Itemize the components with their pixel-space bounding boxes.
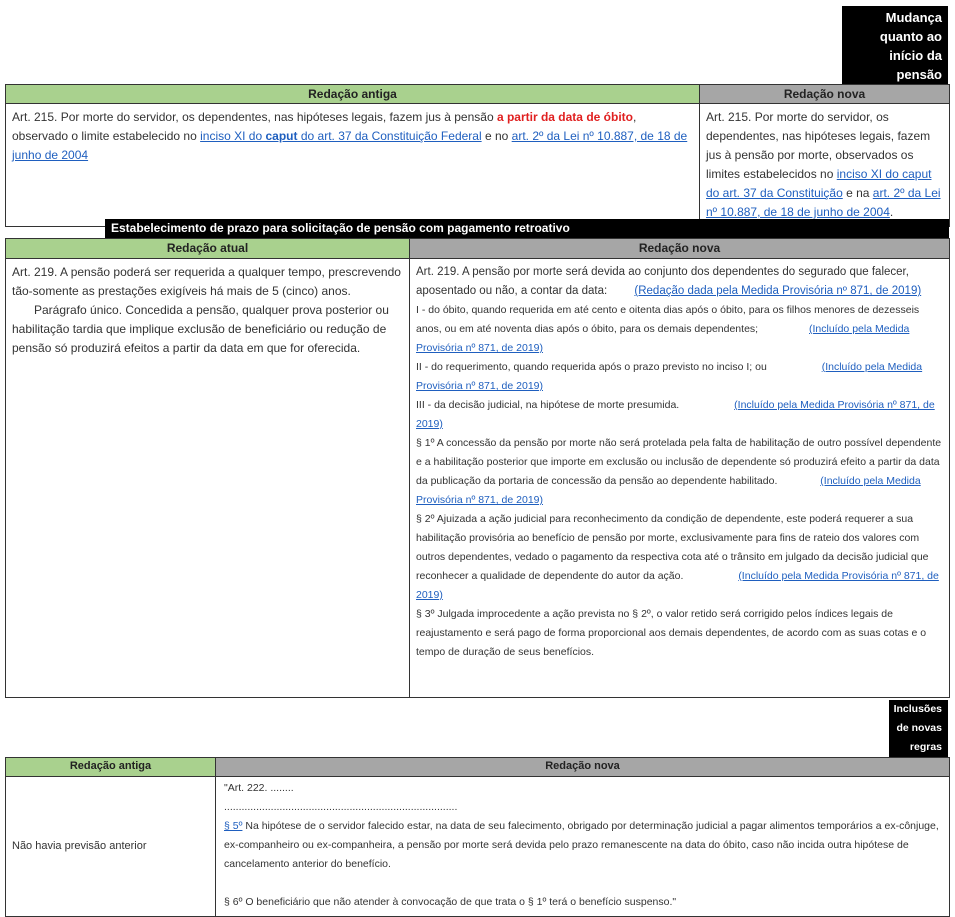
- text: , observado o limite estabelecido no: [12, 110, 637, 143]
- highlight-text: a partir da data de óbito: [496, 110, 633, 124]
- box1-line: início da: [889, 48, 942, 63]
- paragraph: Parágrafo único. Concedida a pensão, qualquer prova posterior ou habilitação tardia que implique exclusão de beneficiário ou redução de pensão só produzirá efeitos a partir da data em que for oferecida.: [12, 303, 389, 355]
- comparison-table-art215: [5, 84, 950, 227]
- reference-link[interactable]: § 5º: [224, 820, 243, 832]
- comparison-table-art222: [5, 757, 950, 917]
- section-label-new-rules: [889, 700, 948, 757]
- paragraph: III - da decisão judicial, na hipótese de morte presumida. (Incluído pela Medida Provisória nº 871, de 2019): [416, 399, 935, 430]
- text: Art. 215. Por morte do servidor, os dependentes, nas hipóteses legais, fazem jus à pensão: [12, 110, 497, 124]
- paragraph: Art. 219. A pensão poderá ser requerida a qualquer tempo, prescrevendo tão-somente as prestações exigíveis há mais de 5 (cinco) anos.: [12, 265, 401, 298]
- paragraph: § 1º A concessão da pensão por morte não será protelada pela falta de habilitação de outro possível dependente e a habilitação posterior que importe em exclusão ou inclusão de dependente só produzirá efeito a partir da data da publicação da portaria de concessão da pensão ao dependente habilitado. (Incluído pela Medida Provisória nº 871, de 2019): [416, 437, 942, 506]
- paragraph: § 2º Ajuizada a ação judicial para reconhecimento da condição de dependente, este poderá requerer a sua habilitação provisória ao benefício de pensão por morte, exclusivamente para fins de rateio dos valores com outros dependentes, vedado o pagamento da respectiva cota até o trânsito em julgado da decisão judicial que reconhecer a qualidade de dependente do autor da ação. (Incluído pela Medida Provisória nº 871, de 2019): [416, 513, 939, 601]
- paragraph: § 5º Na hipótese de o servidor falecido estar, na data de seu falecimento, obrigado por determinação judicial a pagar alimentos temporários a ex-cônjuge, ex-companheiro ou ex-companheira, a pensão por morte será devida pelo prazo remanescente na data do óbito, caso não incida outra hipótese de cancelamento anterior do benefício.: [224, 820, 939, 870]
- paragraph: ................................................................................: [224, 801, 458, 813]
- paragraph: II - do requerimento, quando requerida após o prazo previsto no inciso I; ou (Incluído pela Medida Provisória nº 871, de 2019): [416, 361, 923, 392]
- section-banner: Estabelecimento de prazo para solicitação de pensão com pagamento retroativo: [105, 219, 949, 238]
- paragraph: Art. 219. A pensão por morte será devida ao conjunto dos dependentes do segurado que falecer, aposentado ou não, a contar da data: (Redação dada pela Medida Provisória nº 871, de 2019): [416, 266, 922, 297]
- old-text-cell: [6, 104, 700, 227]
- link-lei-10887[interactable]: art. 2º da Lei nº 10.887, de 18 de junho de 2004: [706, 186, 941, 219]
- new-text-cell: [410, 259, 950, 698]
- new-text-cell: [700, 104, 950, 227]
- section-label-change-start: [842, 6, 948, 84]
- box1-line: pensão: [896, 67, 942, 82]
- paragraph: "Art. 222. ........: [224, 782, 294, 794]
- old-text-cell: [6, 777, 216, 917]
- text: Art. 215. Por morte do servidor, os dependentes, nas hipóteses legais, fazem jus à pensão por morte, observados os limites estabelecidos no: [706, 110, 931, 181]
- reference-link[interactable]: (Incluído pela Medida Provisória nº 871, de 2019): [416, 475, 921, 506]
- text: e na: [842, 186, 873, 200]
- text: e no: [481, 129, 512, 143]
- reference-link[interactable]: (Incluído pela Medida Provisória nº 871, de 2019): [416, 399, 935, 430]
- box1-line: quanto ao: [879, 29, 942, 44]
- link-lei-10887[interactable]: art. 2º da Lei nº 10.887, de 18 de junho de 2004: [12, 129, 688, 162]
- comparison-table-art219: [5, 238, 950, 698]
- new-text-cell: [216, 777, 950, 917]
- header-current: Redação atual: [6, 239, 410, 259]
- header-new: Redação nova: [700, 85, 950, 104]
- paragraph: § 6º O beneficiário que não atender à convocação de que trata o § 1º terá o benefício suspenso.": [224, 896, 677, 908]
- text: .: [889, 205, 894, 219]
- paragraph: I - do óbito, quando requerida em até cento e oitenta dias após o óbito, para os filhos menores de dezesseis anos, ou em até noventa dias após o óbito, para os demais dependentes; (Incluído pela Medida Provisória nº 871, de 2019): [416, 304, 920, 354]
- reference-link[interactable]: (Redação dada pela Medida Provisória nº 871, de 2019): [634, 285, 922, 297]
- reference-link[interactable]: (Incluído pela Medida Provisória nº 871, de 2019): [416, 323, 910, 354]
- header-old: Redação antiga: [6, 758, 216, 777]
- header-new: Redação nova: [410, 239, 950, 259]
- no-prior-provision: Não havia previsão anterior: [12, 840, 147, 852]
- box2-line: regras: [909, 741, 942, 753]
- reference-link[interactable]: (Incluído pela Medida Provisória nº 871, de 2019): [416, 361, 923, 392]
- box2-line: Inclusões: [893, 703, 942, 715]
- box2-line: de novas: [896, 722, 942, 734]
- link-inciso-xi[interactable]: inciso XI do caput do art. 37 da Constituição: [706, 167, 932, 200]
- header-old: Redação antiga: [6, 85, 700, 104]
- paragraph: § 3º Julgada improcedente a ação prevista no § 2º, o valor retido será corrigido pelos índices legais de reajustamento e será pago de forma proporcional aos demais dependentes, de acordo com as suas cotas e o tempo de duração de seus benefícios.: [416, 608, 927, 658]
- reference-link[interactable]: (Incluído pela Medida Provisória nº 871, de 2019): [416, 570, 939, 601]
- box1-line: Mudança: [885, 10, 942, 25]
- header-new: Redação nova: [216, 758, 950, 777]
- current-text-cell: [6, 259, 410, 698]
- link-inciso-xi[interactable]: inciso XI do caput do art. 37 da Constituição Federal: [200, 129, 482, 143]
